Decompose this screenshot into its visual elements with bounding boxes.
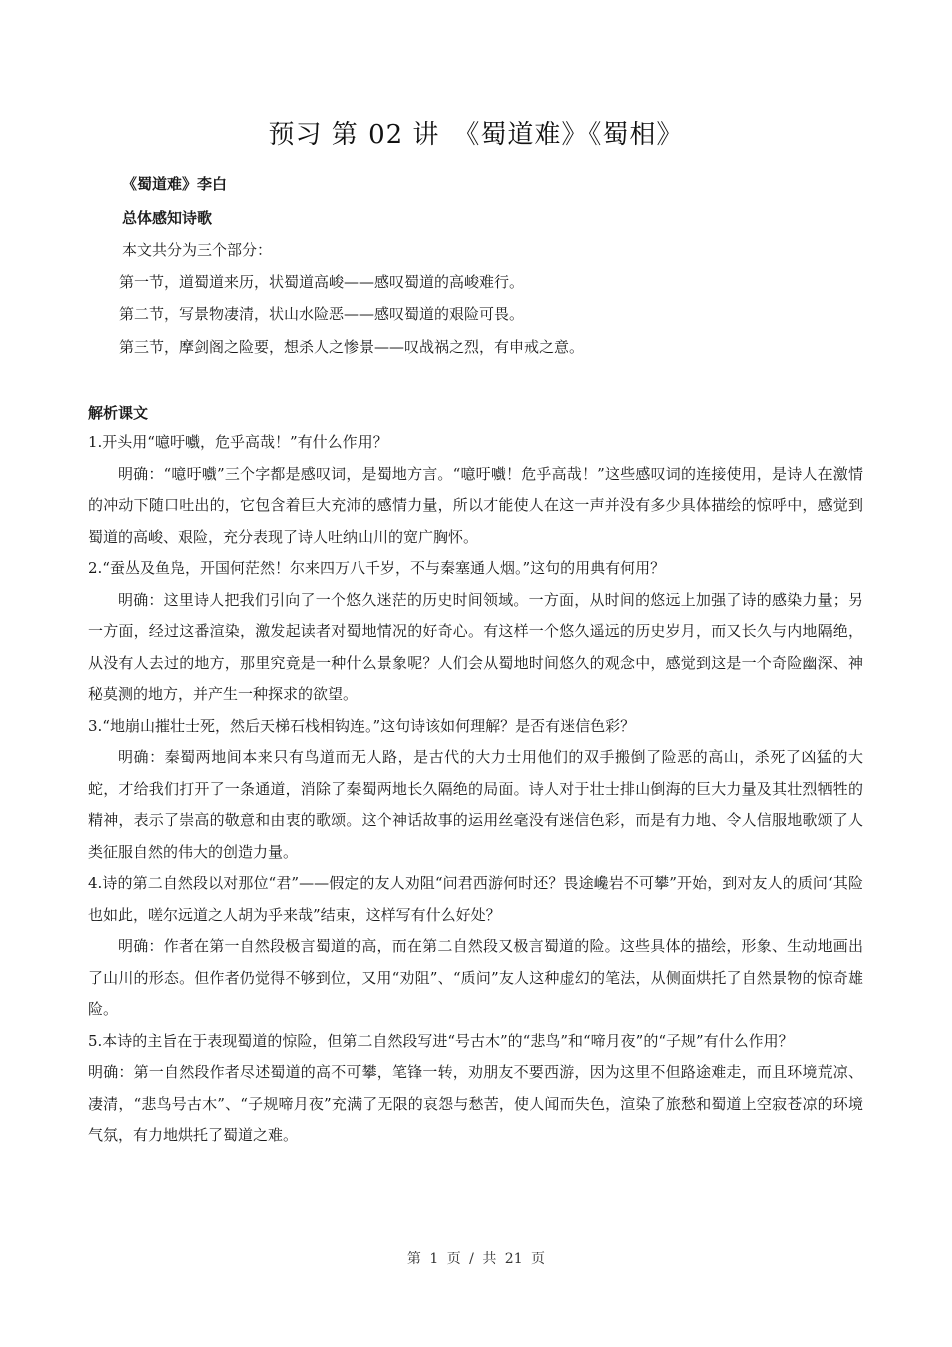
analysis-content — [88, 427, 863, 1152]
page-number-footer: 第 1 页 / 共 21 页 — [406, 1251, 546, 1267]
overview-part-3: 第三节，摩剑阁之险要，想杀人之惨景——叹战祸之烈，有申戒之意。 — [119, 338, 585, 356]
poem-subtitle: 《蜀道难》李白 — [122, 175, 228, 193]
answer-2: 明确：这里诗人把我们引向了一个悠久迷茫的历史时间领域。一方面，从时间的悠远上加强了诗的感染力量；另一方面，经过这番渲染，激发起读者对蜀地情况的好奇心。有这样一个悠久遥远的历史岁月，而又长久与内地隔绝，从没有人去过的地方，那里究竟是一种什么景象呢？人们会从蜀地时间悠久的观念中，感觉到这是一个奇险幽深、神秘莫测的地方，并产生一种探求的欲望。 — [88, 590, 863, 703]
question-5: 5.本诗的主旨在于表现蜀道的惊险，但第二自然段写进“号古木”的“悲鸟”和“啼月夜”的“子规”有什么作用？ — [88, 1031, 794, 1050]
overview-intro: 本文共分为三个部分： — [122, 241, 273, 259]
question-3: 3.“地崩山摧壮士死，然后天梯石栈相钩连。”这句诗该如何理解？是否有迷信色彩？ — [88, 716, 636, 735]
overview-part-1: 第一节，道蜀道来历，状蜀道高峻——感叹蜀道的高峻难行。 — [119, 273, 525, 291]
section-heading-overview: 总体感知诗歌 — [122, 209, 213, 227]
overview-part-2: 第二节，写景物凄清，状山水险恶——感叹蜀道的艰险可畏。 — [119, 305, 525, 323]
question-1: 1.开头用“噫吁嚱，危乎高哉！”有什么作用？ — [88, 433, 388, 451]
question-4: 4.诗的第二自然段以对那位“君”——假定的友人劝阻“问君西游何时还？畏途巉岩不可攀”开始，到对友人的质问‘其险也如此，嗟尔远道之人胡为乎来哉”结束，这样写有什么好处？ — [88, 874, 863, 924]
section-heading-analysis: 解析课文 — [88, 404, 149, 422]
answer-3: 明确：秦蜀两地间本来只有鸟道而无人路，是古代的大力士用他们的双手搬倒了险恶的高山，杀死了凶猛的大蛇，才给我们打开了一条通道，消除了秦蜀两地长久隔绝的局面。诗人对于壮士排山倒海的巨大力量及其壮烈牺牲的精神，表示了崇高的敬意和由衷的歌颂。这个神话故事的运用丝毫没有迷信色彩，而是有力地、令人信服地歌颂了人类征服自然的伟大的创造力量。 — [88, 748, 863, 861]
answer-4: 明确：作者在第一自然段极言蜀道的高，而在第二自然段又极言蜀道的险。这些具体的描绘，形象、生动地画出了山川的形态。但作者仍觉得不够到位，又用“劝阻”、“质问”友人这种虚幻的笔法，从侧面烘托了自然景物的惊奇雄险。 — [88, 937, 863, 1018]
question-2: 2.“蚕丛及鱼凫，开国何茫然！尔来四万八千岁，不与秦塞通人烟。”这句的用典有何用？ — [88, 559, 666, 577]
answer-5: 明确：第一自然段作者尽述蜀道的高不可攀，笔锋一转，劝朋友不要西游，因为这里不但路途难走，而且环境荒凉、凄清，“悲鸟号古木”、“子规啼月夜”充满了无限的哀怨与愁苦，使人闻而失色，渲染了旅愁和蜀道上空寂苍凉的环境气氛，有力地烘托了蜀道之难。 — [88, 1063, 863, 1144]
page-title: 预习 第 02 讲 《蜀道难》《蜀相》 — [268, 120, 684, 150]
answer-1: 明确：“噫吁嚱”三个字都是感叹词，是蜀地方言。“噫吁嚱！危乎高哉！”这些感叹词的连接使用，是诗人在激情的冲动下随口吐出的，它包含着巨大充沛的感情力量，所以才能使人在这一声并没有多少具体描绘的惊呼中，感觉到蜀道的高峻、艰险，充分表现了诗人吐纳山川的宽广胸怀。 — [88, 464, 863, 546]
